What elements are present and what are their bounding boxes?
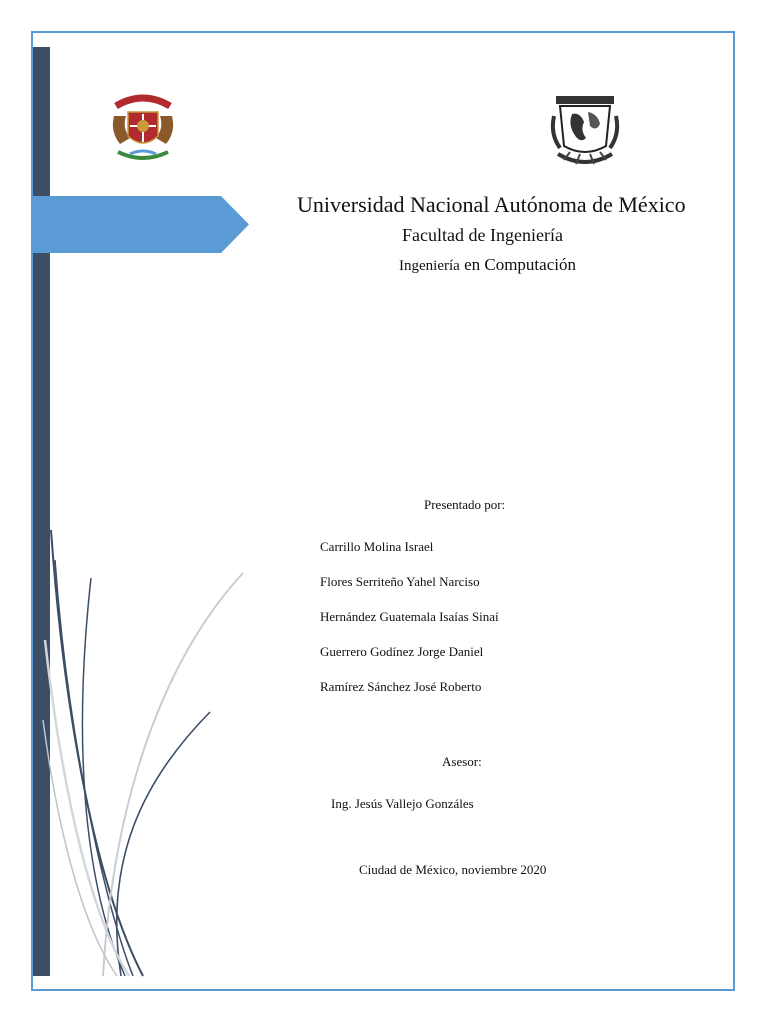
place-date: Ciudad de México, noviembre 2020 [359, 862, 547, 877]
university-name: Universidad Nacional Autónoma de México [297, 192, 686, 217]
author-name: Flores Serriteño Yahel Narciso [320, 574, 480, 589]
ingenieria-crest-icon [108, 92, 178, 166]
decorative-curves [33, 500, 253, 978]
author-name: Hernández Guatemala Isaías Sinaí [320, 609, 499, 624]
program-prefix: Ingeniería [399, 258, 460, 274]
author-name: Carrillo Molina Israel [320, 539, 434, 554]
unam-seal-icon [550, 94, 620, 170]
presented-by-label: Presentado por: [424, 497, 506, 512]
author-name: Ramírez Sánchez José Roberto [320, 679, 482, 694]
author-name: Guerrero Godínez Jorge Daniel [320, 644, 484, 659]
program-name [399, 255, 576, 275]
advisor-label: Asesor: [442, 754, 482, 769]
advisor-name: Ing. Jesús Vallejo Gonzáles [331, 796, 474, 811]
faculty-name: Facultad de Ingeniería [402, 225, 563, 245]
arrow-banner [33, 196, 249, 253]
program-suffix: en Computación [464, 255, 576, 274]
